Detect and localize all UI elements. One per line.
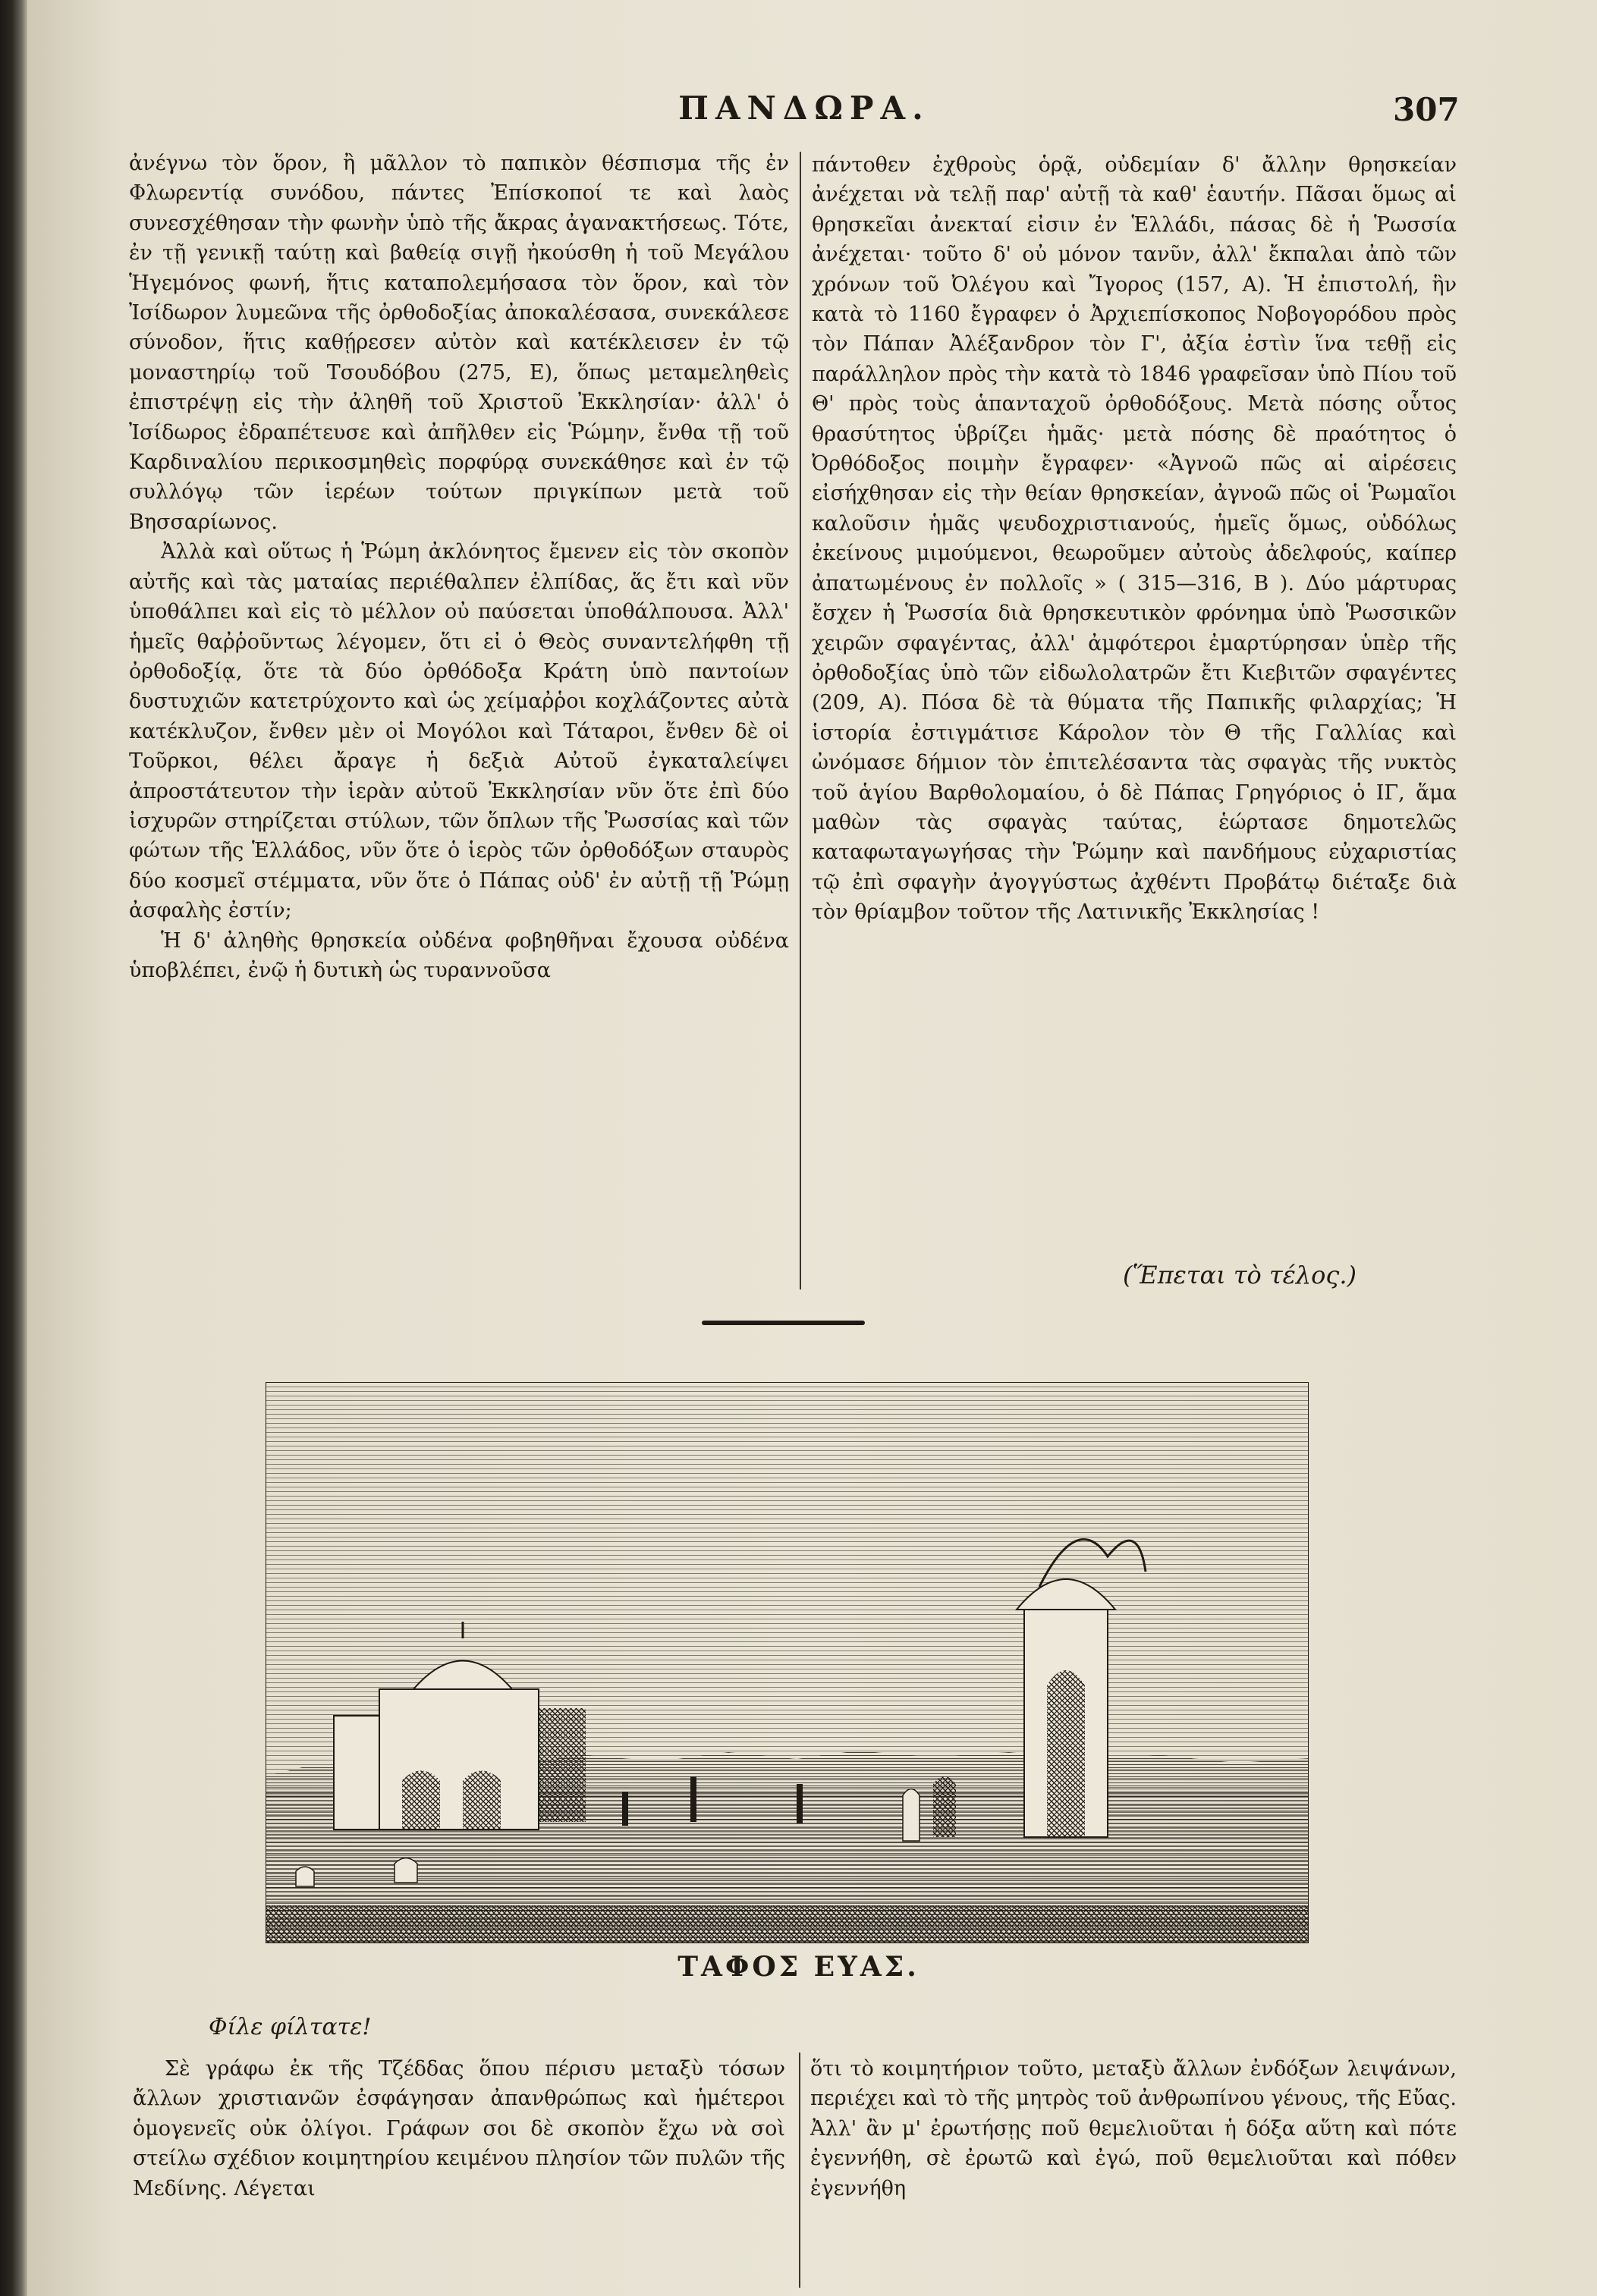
- article-column-left: [129, 149, 789, 985]
- illustration-caption: ΤΑΦΟΣ ΕΥΑΣ.: [677, 1951, 920, 1983]
- tomb-arch-2: [463, 1771, 501, 1830]
- engraving-tomb-of-eve: [266, 1382, 1309, 1943]
- tomb-arch-1: [402, 1771, 440, 1830]
- continued-note: (Ἕπεται τὸ τέλος.): [1123, 1261, 1357, 1289]
- tomb-side-shadow: [539, 1708, 586, 1822]
- paragraph: ἀνέγνω τὸν ὅρον, ἢ μᾶλλον τὸ παπικὸν θέσπισμα τῆς ἐν Φλωρεντίᾳ συνόδου, πάντες Ἐπίσκοποί τε καὶ λαὸς συνεσχέθησαν τὴν φωνὴν ὑπὸ τῆς ἄκρας ἀγανακτήσεως. Τότε, ἐν τῇ γενικῇ ταύτῃ καὶ βαθείᾳ σιγῇ ἠκούσθη ἡ τοῦ Μεγάλου Ἡγεμόνος φωνή, ἥτις καταπολεμήσασα τὸν ὅρον, καὶ τὸν Ἰσίδωρον λυμεῶνα τῆς ὀρθοδοξίας ἀποκαλέσασα, συνεκάλεσε σύνοδον, ἥτις καθῄρεσεν αὐτὸν καὶ κατέκλεισεν ἐν τῷ μοναστηρίῳ τοῦ Τσουδόβου (275, Ε), ὅπως μεταμεληθεὶς ἐπιστρέψῃ εἰς τὴν ἀληθῆ τοῦ Χριστοῦ Ἐκκλησίαν· ἀλλ' ὁ Ἰσίδωρος ἐδραπέτευσε καὶ ἀπῆλθεν εἰς Ῥώμην, ἔνθα τῇ τοῦ Καρδιναλίου περικοσμηθεὶς πορφύρᾳ συνεκάθησε καὶ ἐν τῷ συλλόγῳ τῶν ἱερέων τούτων πριγκίπων μετὰ τοῦ Βησσαρίωνος.: [129, 152, 789, 534]
- paragraph: ὅτι τὸ κοιμητήριον τοῦτο, μεταξὺ ἄλλων ἐνδόξων λειψάνων, περιέχει καὶ τὸ τῆς μητρὸς τοῦ ἀνθρωπίνου γένους, τῆς Εὔας. Ἀλλ' ἂν μ' ἐρωτήσῃς ποῦ θεμελιοῦται ἡ δόξα αὕτη καὶ πότε ἐγεννήθη, σὲ ἐρωτῶ καὶ ἐγώ, ποῦ θεμελιοῦται καὶ πόθεν ἐγεννήθη: [810, 2057, 1457, 2200]
- gravestone: [395, 1858, 417, 1883]
- running-head-title: ΠΑΝΔΩΡΑ.: [678, 90, 930, 127]
- section-separator: [702, 1321, 865, 1325]
- gate-arch-opening: [1047, 1670, 1085, 1837]
- letter-column-right: [810, 2054, 1457, 2203]
- grave-post: [690, 1776, 696, 1822]
- paragraph: πάντοθεν ἐχθροὺς ὁρᾷ, οὐδεμίαν δ' ἄλλην θρησκείαν ἀνέχεται νὰ τελῇ παρ' αὐτῇ τὰ καθ' ἑαυτήν. Πᾶσαι ὅμως αἱ θρησκεῖαι ἀνεκταί εἰσιν ἐν Ἑλλάδι, πάσας δὲ ἡ Ῥωσσία ἀνέχεται· τοῦτο δ' οὐ μόνον τανῦν, ἀλλ' ἔκπαλαι ἀπὸ τῶν χρόνων τοῦ Ὀλέγου καὶ Ἴγορος (157, Α). Ἡ ἐπιστολή, ἣν κατὰ τὸ 1160 ἔγραφεν ὁ Ἀρχιεπίσκοπος Νοβογορόδου πρὸς τὸν Πάπαν Ἀλέξανδρον τὸν Γ', ἀξία ἐστὶν ἵνα τεθῇ εἰς παράλληλον πρὸς τὴν κατὰ τὸ 1846 γραφεῖσαν ὑπὸ Πίου τοῦ Θ' πρὸς τοὺς ἁπανταχοῦ ὀρθοδόξους. Μετὰ πόσης οὗτος θρασύτητος ὑβρίζει ἡμᾶς· μετὰ πόσης δὲ πραότητος ὁ Ὀρθόδοξος ποιμὴν ἔγραφεν· «Ἀγνοῶ πῶς αἱ αἱρέσεις εἰσήχθησαν εἰς τὴν θείαν θρησκείαν, ἀγνοῶ πῶς οἱ Ῥωμαῖοι καλοῦσιν ἡμᾶς ψευδοχριστιανούς, ἡμεῖς ὅμως, οὐδόλως ἐκείνους μιμούμενοι, θεωροῦμεν αὐτοὺς ἀδελφούς, καίπερ ἀπατωμένους ἐν πολλοῖς » ( 315—316, Β ). Δύο μάρτυρας ἔσχεν ἡ Ῥωσσία διὰ θρησκευτικὸν φρόνημα ὑπὸ Ῥωσσικῶν χειρῶν σφαγέντας, ἀλλ' ἀμφότεροι ἐμαρτύρησαν ὑπὲρ τῆς ὀρθοδοξίας ὑπὸ τῶν εἰδωλολατρῶν ἔτι Κιεβιτῶν σφαγέντες (209, Α). Πόσα δὲ τὰ θύματα τῆς Παπικῆς φιλαρχίας; Ἡ ἱστορία ἐστιγμάτισε Κάρολον τὸν Θ τῆς Γαλλίας καὶ ὠνόμασε δήμιον τὸν ἐπιτελέσαντα τὰς σφαγὰς τῆς νυκτὸς τοῦ ἁγίου Βαρθολομαίου, ὁ δὲ Πάπας Γρηγόριος ὁ ΙΓ, ἅμα μαθὼν τὰς σφαγὰς ταύτας, ἑώρτασε δημοτελῶς καταφωταγωγήσας τὴν Ῥώμην καὶ πανδήμους εὐχαριστίας τῷ ἐπὶ σφαγὴν ἀγογγύστως ἀχθέντι Προβάτῳ διέταξε διὰ τὸν θρίαμβον τοῦτον τῆς Λατινικῆς Ἐκκλησίας !: [812, 153, 1457, 925]
- gravestone: [296, 1867, 314, 1886]
- article-column-right: [812, 150, 1457, 928]
- paragraph: Ἀλλὰ καὶ οὕτως ἡ Ῥώμη ἀκλόνητος ἔμενεν εἰς τὸν σκοπὸν αὐτῆς καὶ τὰς ματαίας περιέθαλπεν ἐλπίδας, ἅς ἔτι καὶ νῦν ὑποθάλπει καὶ εἰς τὸ μέλλον οὐ παύσεται ὑποθάλπουσα. Ἀλλ' ἡμεῖς θαῤῥοῦντως λέγομεν, ὅτι εἰ ὁ Θεὸς συναντελήφθη τῇ ὀρθοδοξίᾳ, ὅτε τὰ δύο ὀρθόδοξα Κράτη ὑπὸ παντοίων δυστυχιῶν κατετρύχοντο καὶ ὡς χείμαῤῥοι κοχλάζοντες αὐτὰ κατέκλυζον, ἔνθεν μὲν οἱ Μογόλοι καὶ Τάταροι, ἔνθεν δὲ οἱ Τοῦρκοι, θέλει ἄραγε ἡ δεξιὰ Αὐτοῦ ἐγκαταλείψει ἀπροστάτευτον τὴν ἱερὰν αὐτοῦ Ἐκκλησίαν νῦν ὅτε ἐπὶ δύο ἰσχυρῶν στηρίζεται στύλων, τῶν ὅπλων τῆς Ῥωσσίας καὶ τῶν φώτων τῆς Ἑλλάδος, νῦν ὅτε ὁ ἱερὸς τῶν ὀρθοδόξων σταυρὸς δύο κοσμεῖ στέμματα, νῦν ὅτε ὁ Πάπας οὐδ' ἐν αὐτῇ τῇ Ῥώμῃ ἀσφαλὴς ἐστίν;: [129, 540, 789, 923]
- paragraph: Ἡ δ' ἀληθὴς θρησκεία οὐδένα φοβηθῆναι ἔχουσα οὐδένα ὑποβλέπει, ἐνῷ ἡ δυτικὴ ὡς τυραννοῦσα: [129, 928, 789, 982]
- letter-column-left: [133, 2054, 785, 2203]
- grave-post: [622, 1792, 628, 1826]
- column-divider: [800, 152, 801, 1289]
- grave-post: [797, 1784, 803, 1823]
- figure-standing: [903, 1789, 920, 1842]
- tomb-annex: [334, 1716, 379, 1830]
- foreground-shadow: [266, 1905, 1309, 1943]
- paragraph: Σὲ γράφω ἐκ τῆς Τζέδδας ὅπου πέρισυ μεταξὺ τόσων ἄλλων χριστιανῶν ἐσφάγησαν ἀπανθρώπως καὶ ἡμέτεροι ὁμογενεῖς οὐκ ὀλίγοι. Γράφων σοι δὲ σκοπὸν ἔχω νὰ σοὶ στείλω σχέδιον κοιμητηρίου κειμένου πλησίον τῶν πυλῶν τῆς Μεδίνης. Λέγεται: [133, 2057, 785, 2200]
- letter-salutation: Φίλε φίλτατε!: [209, 2014, 372, 2040]
- column-divider: [799, 2053, 800, 2288]
- figure-group: [933, 1776, 956, 1837]
- page-number: 307: [1393, 91, 1460, 128]
